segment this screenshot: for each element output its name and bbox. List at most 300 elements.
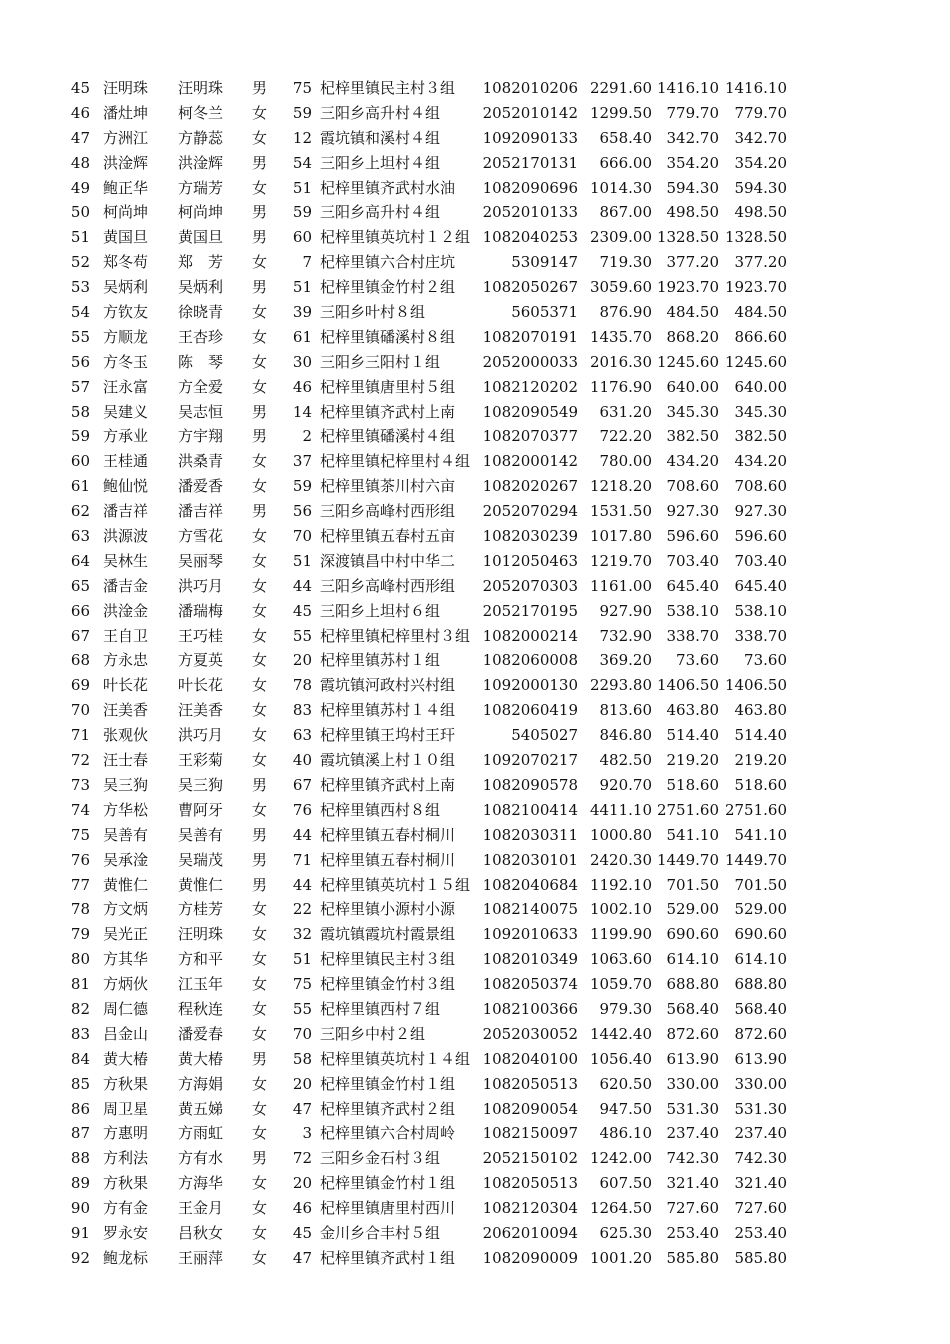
amount-3: 342.70 bbox=[734, 128, 787, 147]
address: 深渡镇昌中村中华二 bbox=[320, 551, 456, 570]
amount-1: 1002.10 bbox=[589, 900, 652, 919]
amount-1: 658.40 bbox=[599, 128, 652, 147]
row-index: 87 bbox=[70, 1124, 90, 1143]
age: 20 bbox=[292, 1074, 312, 1093]
household-head-name: 方秋果 bbox=[103, 1174, 149, 1193]
amount-1: 486.10 bbox=[599, 1124, 652, 1143]
address: 杞梓里镇齐武村２组 bbox=[320, 1099, 456, 1118]
age: 71 bbox=[292, 850, 312, 869]
amount-2: 1406.50 bbox=[656, 676, 719, 695]
account-number: 1092090133 bbox=[482, 128, 578, 147]
address: 杞梓里镇杞梓里村３组 bbox=[320, 626, 471, 645]
row-index: 91 bbox=[70, 1223, 90, 1242]
recipient-name: 方海娟 bbox=[178, 1074, 224, 1093]
table-row bbox=[0, 474, 950, 499]
row-index: 78 bbox=[70, 900, 90, 919]
gender: 女 bbox=[252, 1024, 268, 1043]
household-head-name: 方洲江 bbox=[103, 128, 149, 147]
gender: 女 bbox=[252, 327, 268, 346]
row-index: 90 bbox=[70, 1199, 90, 1218]
amount-3: 253.40 bbox=[734, 1223, 787, 1242]
gender: 男 bbox=[252, 153, 268, 172]
account-number: 5405027 bbox=[511, 726, 578, 745]
table-row bbox=[0, 225, 950, 250]
gender: 女 bbox=[252, 726, 268, 745]
age: 39 bbox=[292, 303, 312, 322]
amount-1: 2016.30 bbox=[589, 352, 652, 371]
row-index: 55 bbox=[70, 327, 90, 346]
gender: 女 bbox=[252, 676, 268, 695]
recipient-name: 柯尚坤 bbox=[178, 203, 224, 222]
recipient-name: 陈 琴 bbox=[178, 352, 224, 371]
recipient-name: 黄国旦 bbox=[178, 228, 224, 247]
amount-2: 330.00 bbox=[666, 1074, 719, 1093]
gender: 男 bbox=[252, 875, 268, 894]
table-row bbox=[0, 599, 950, 624]
amount-3: 866.60 bbox=[734, 327, 787, 346]
household-head-name: 方利法 bbox=[103, 1149, 149, 1168]
amount-3: 219.20 bbox=[734, 751, 787, 770]
recipient-name: 汪明珠 bbox=[178, 79, 224, 97]
account-number: 1082050513 bbox=[482, 1074, 578, 1093]
household-head-name: 方有金 bbox=[103, 1199, 149, 1218]
amount-3: 498.50 bbox=[734, 203, 787, 222]
account-number: 5605371 bbox=[511, 303, 578, 322]
amount-2: 2751.60 bbox=[656, 800, 719, 819]
address: 杞梓里镇六合村庄坑 bbox=[320, 253, 456, 272]
gender: 女 bbox=[252, 1174, 268, 1193]
table-row bbox=[0, 972, 950, 997]
household-head-name: 鲍正华 bbox=[103, 178, 149, 197]
amount-2: 518.60 bbox=[666, 775, 719, 794]
amount-3: 354.20 bbox=[734, 153, 787, 172]
age: 51 bbox=[292, 278, 312, 297]
gender: 女 bbox=[252, 527, 268, 546]
age: 30 bbox=[292, 352, 312, 371]
amount-3: 538.10 bbox=[734, 601, 787, 620]
row-index: 52 bbox=[70, 253, 90, 272]
account-number: 2052070303 bbox=[482, 576, 578, 595]
age: 63 bbox=[292, 726, 312, 745]
amount-2: 354.20 bbox=[666, 153, 719, 172]
address: 杞梓里镇齐武村１组 bbox=[320, 1248, 456, 1267]
row-index: 68 bbox=[70, 651, 90, 670]
household-head-name: 王桂通 bbox=[103, 452, 149, 471]
address: 杞梓里镇唐里村５组 bbox=[320, 377, 456, 396]
address: 霞坑镇溪上村１０组 bbox=[320, 751, 456, 770]
amount-3: 927.30 bbox=[734, 502, 787, 521]
age: 45 bbox=[292, 1223, 312, 1242]
row-index: 48 bbox=[70, 153, 90, 172]
row-index: 74 bbox=[70, 800, 90, 819]
recipient-name: 王杏珍 bbox=[178, 327, 224, 346]
age: 45 bbox=[292, 601, 312, 620]
recipient-name: 江玉年 bbox=[178, 975, 224, 994]
gender: 男 bbox=[252, 1049, 268, 1068]
table-row bbox=[0, 848, 950, 873]
gender: 男 bbox=[252, 79, 268, 97]
gender: 男 bbox=[252, 203, 268, 222]
age: 56 bbox=[292, 502, 312, 521]
address: 杞梓里镇齐武村水油 bbox=[320, 178, 456, 197]
address: 杞梓里镇民主村３组 bbox=[320, 950, 456, 969]
address: 三阳乡上坦村４组 bbox=[320, 153, 441, 172]
recipient-name: 郑 芳 bbox=[178, 253, 224, 272]
amount-1: 1017.80 bbox=[589, 527, 652, 546]
address: 杞梓里镇金竹村１组 bbox=[320, 1174, 456, 1193]
age: 46 bbox=[292, 1199, 312, 1218]
gender: 男 bbox=[252, 502, 268, 521]
amount-3: 541.10 bbox=[734, 825, 787, 844]
recipient-name: 方海华 bbox=[178, 1174, 224, 1193]
amount-2: 640.00 bbox=[666, 377, 719, 396]
age: 51 bbox=[292, 950, 312, 969]
row-index: 70 bbox=[70, 701, 90, 720]
account-number: 1082060008 bbox=[482, 651, 578, 670]
account-number: 1082000142 bbox=[482, 452, 578, 471]
amount-1: 482.50 bbox=[599, 751, 652, 770]
address: 杞梓里镇杞梓里村４组 bbox=[320, 452, 471, 471]
household-head-name: 黄惟仁 bbox=[103, 875, 149, 894]
gender: 女 bbox=[252, 1124, 268, 1143]
age: 51 bbox=[292, 178, 312, 197]
gender: 男 bbox=[252, 850, 268, 869]
recipient-name: 方夏英 bbox=[178, 651, 224, 670]
household-head-name: 吴光正 bbox=[103, 925, 149, 944]
household-head-name: 鲍龙标 bbox=[103, 1248, 149, 1267]
row-index: 79 bbox=[70, 925, 90, 944]
row-index: 61 bbox=[70, 477, 90, 496]
amount-2: 338.70 bbox=[666, 626, 719, 645]
recipient-name: 汪美香 bbox=[178, 701, 224, 720]
amount-1: 3059.60 bbox=[589, 278, 652, 297]
amount-2: 701.50 bbox=[666, 875, 719, 894]
table-row bbox=[0, 922, 950, 947]
address: 杞梓里镇西村７组 bbox=[320, 999, 441, 1018]
amount-1: 1161.00 bbox=[589, 576, 652, 595]
gender: 女 bbox=[252, 701, 268, 720]
amount-1: 1219.70 bbox=[589, 551, 652, 570]
gender: 女 bbox=[252, 551, 268, 570]
table-row bbox=[0, 1196, 950, 1221]
amount-2: 613.90 bbox=[666, 1049, 719, 1068]
row-index: 76 bbox=[70, 850, 90, 869]
table-row bbox=[0, 997, 950, 1022]
address: 杞梓里镇金竹村３组 bbox=[320, 975, 456, 994]
amount-2: 742.30 bbox=[666, 1149, 719, 1168]
account-number: 1082060419 bbox=[482, 701, 578, 720]
household-head-name: 方永忠 bbox=[103, 651, 149, 670]
row-index: 92 bbox=[70, 1248, 90, 1267]
amount-2: 1923.70 bbox=[656, 278, 719, 297]
amount-3: 345.30 bbox=[734, 402, 787, 421]
row-index: 45 bbox=[70, 79, 90, 97]
amount-3: 594.30 bbox=[734, 178, 787, 197]
amount-3: 727.60 bbox=[734, 1199, 787, 1218]
row-index: 77 bbox=[70, 875, 90, 894]
gender: 女 bbox=[252, 651, 268, 670]
amount-1: 1264.50 bbox=[589, 1199, 652, 1218]
address: 杞梓里镇英坑村１２组 bbox=[320, 228, 471, 247]
address: 杞梓里镇金竹村１组 bbox=[320, 1074, 456, 1093]
account-number: 2052030052 bbox=[482, 1024, 578, 1043]
gender: 女 bbox=[252, 1199, 268, 1218]
amount-2: 585.80 bbox=[666, 1248, 719, 1267]
table-row bbox=[0, 673, 950, 698]
gender: 女 bbox=[252, 1074, 268, 1093]
address: 三阳乡高峰村西形组 bbox=[320, 502, 456, 521]
amount-1: 722.20 bbox=[599, 427, 652, 446]
amount-2: 594.30 bbox=[666, 178, 719, 197]
household-head-name: 吴建义 bbox=[103, 402, 149, 421]
gender: 女 bbox=[252, 128, 268, 147]
table-row bbox=[0, 1246, 950, 1271]
recipient-name: 方桂芳 bbox=[178, 900, 224, 919]
age: 22 bbox=[292, 900, 312, 919]
amount-1: 625.30 bbox=[599, 1223, 652, 1242]
account-number: 1082040684 bbox=[482, 875, 578, 894]
recipient-name: 洪桑青 bbox=[178, 452, 224, 471]
table-row bbox=[0, 449, 950, 474]
amount-2: 568.40 bbox=[666, 999, 719, 1018]
age: 70 bbox=[292, 527, 312, 546]
gender: 女 bbox=[252, 178, 268, 197]
amount-1: 927.90 bbox=[599, 601, 652, 620]
amount-3: 529.00 bbox=[734, 900, 787, 919]
account-number: 1082140075 bbox=[482, 900, 578, 919]
row-index: 67 bbox=[70, 626, 90, 645]
table-row bbox=[0, 524, 950, 549]
row-index: 65 bbox=[70, 576, 90, 595]
table-row bbox=[0, 773, 950, 798]
age: 83 bbox=[292, 701, 312, 720]
amount-2: 529.00 bbox=[666, 900, 719, 919]
address: 金川乡合丰村５组 bbox=[320, 1223, 441, 1242]
recipient-name: 吴瑞茂 bbox=[178, 850, 224, 869]
household-head-name: 方文炳 bbox=[103, 900, 149, 919]
gender: 女 bbox=[252, 352, 268, 371]
row-index: 60 bbox=[70, 452, 90, 471]
age: 72 bbox=[292, 1149, 312, 1168]
household-head-name: 潘吉金 bbox=[103, 576, 149, 595]
amount-3: 872.60 bbox=[734, 1024, 787, 1043]
gender: 女 bbox=[252, 601, 268, 620]
row-index: 63 bbox=[70, 527, 90, 546]
household-head-name: 汪永富 bbox=[103, 377, 149, 396]
amount-1: 666.00 bbox=[599, 153, 652, 172]
table-row bbox=[0, 823, 950, 848]
recipient-name: 吴三狗 bbox=[178, 775, 224, 794]
address: 杞梓里镇苏村１组 bbox=[320, 651, 441, 670]
address: 三阳乡高峰村西形组 bbox=[320, 576, 456, 595]
amount-3: 463.80 bbox=[734, 701, 787, 720]
gender: 女 bbox=[252, 975, 268, 994]
amount-3: 613.90 bbox=[734, 1049, 787, 1068]
household-head-name: 鲍仙悦 bbox=[103, 477, 149, 496]
household-head-name: 潘灶坤 bbox=[103, 103, 149, 122]
amount-2: 342.70 bbox=[666, 128, 719, 147]
account-number: 2052170195 bbox=[482, 601, 578, 620]
amount-1: 780.00 bbox=[599, 452, 652, 471]
address: 杞梓里镇五春村五亩 bbox=[320, 527, 456, 546]
row-index: 84 bbox=[70, 1049, 90, 1068]
recipient-name: 黄大椿 bbox=[178, 1049, 224, 1068]
recipient-name: 潘爱春 bbox=[178, 1024, 224, 1043]
amount-3: 434.20 bbox=[734, 452, 787, 471]
amount-3: 330.00 bbox=[734, 1074, 787, 1093]
recipient-name: 程秋连 bbox=[178, 999, 224, 1018]
recipient-name: 王金月 bbox=[178, 1199, 224, 1218]
table-row bbox=[0, 499, 950, 524]
gender: 女 bbox=[252, 377, 268, 396]
address: 杞梓里镇齐武村上南 bbox=[320, 775, 456, 794]
amount-2: 645.40 bbox=[666, 576, 719, 595]
amount-1: 947.50 bbox=[599, 1099, 652, 1118]
account-number: 1082030239 bbox=[482, 527, 578, 546]
amount-1: 2293.80 bbox=[589, 676, 652, 695]
amount-3: 614.10 bbox=[734, 950, 787, 969]
recipient-name: 吴炳利 bbox=[178, 278, 224, 297]
account-number: 1082050513 bbox=[482, 1174, 578, 1193]
amount-2: 321.40 bbox=[666, 1174, 719, 1193]
table-row bbox=[0, 300, 950, 325]
household-head-name: 方钦友 bbox=[103, 303, 149, 322]
table-row bbox=[0, 1221, 950, 1246]
recipient-name: 王巧桂 bbox=[178, 626, 224, 645]
gender: 男 bbox=[252, 1149, 268, 1168]
household-head-name: 张观伙 bbox=[103, 726, 149, 745]
amount-2: 219.20 bbox=[666, 751, 719, 770]
amount-2: 868.20 bbox=[666, 327, 719, 346]
recipient-name: 王彩菊 bbox=[178, 751, 224, 770]
gender: 女 bbox=[252, 1099, 268, 1118]
table-row bbox=[0, 424, 950, 449]
household-head-name: 洪淦金 bbox=[103, 601, 149, 620]
amount-1: 4411.10 bbox=[589, 800, 652, 819]
amount-2: 708.60 bbox=[666, 477, 719, 496]
age: 44 bbox=[292, 576, 312, 595]
table-row bbox=[0, 897, 950, 922]
amount-3: 1406.50 bbox=[724, 676, 787, 695]
amount-2: 253.40 bbox=[666, 1223, 719, 1242]
row-index: 51 bbox=[70, 228, 90, 247]
account-number: 2052000033 bbox=[482, 352, 578, 371]
account-number: 1082090696 bbox=[482, 178, 578, 197]
address: 杞梓里镇磻溪村８组 bbox=[320, 327, 456, 346]
amount-2: 538.10 bbox=[666, 601, 719, 620]
amount-1: 1299.50 bbox=[589, 103, 652, 122]
amount-1: 1000.80 bbox=[589, 825, 652, 844]
recipient-name: 洪巧月 bbox=[178, 576, 224, 595]
table-row bbox=[0, 574, 950, 599]
table-row bbox=[0, 549, 950, 574]
gender: 女 bbox=[252, 253, 268, 272]
amount-1: 846.80 bbox=[599, 726, 652, 745]
account-number: 1082030311 bbox=[482, 825, 578, 844]
amount-1: 1242.00 bbox=[589, 1149, 652, 1168]
recipient-name: 方瑞芳 bbox=[178, 178, 224, 197]
amount-3: 645.40 bbox=[734, 576, 787, 595]
account-number: 5309147 bbox=[511, 253, 578, 272]
table-row bbox=[0, 1121, 950, 1146]
age: 75 bbox=[292, 79, 312, 97]
account-number: 1092070217 bbox=[482, 751, 578, 770]
age: 67 bbox=[292, 775, 312, 794]
address: 霞坑镇河政村兴村组 bbox=[320, 676, 456, 695]
table-row bbox=[0, 698, 950, 723]
account-number: 1012050463 bbox=[482, 551, 578, 570]
household-head-name: 方其华 bbox=[103, 950, 149, 969]
amount-1: 1059.70 bbox=[589, 975, 652, 994]
amount-3: 703.40 bbox=[734, 551, 787, 570]
table-row bbox=[0, 200, 950, 225]
account-number: 1082010349 bbox=[482, 950, 578, 969]
amount-3: 1923.70 bbox=[724, 278, 787, 297]
row-index: 73 bbox=[70, 775, 90, 794]
household-head-name: 周仁德 bbox=[103, 999, 149, 1018]
amount-1: 607.50 bbox=[599, 1174, 652, 1193]
recipient-name: 徐晓青 bbox=[178, 303, 224, 322]
table-row bbox=[0, 624, 950, 649]
amount-2: 73.60 bbox=[676, 651, 719, 670]
recipient-name: 洪巧月 bbox=[178, 726, 224, 745]
address: 杞梓里镇磻溪村４组 bbox=[320, 427, 456, 446]
address: 杞梓里镇英坑村１４组 bbox=[320, 1049, 471, 1068]
row-index: 75 bbox=[70, 825, 90, 844]
table-row bbox=[0, 1047, 950, 1072]
amount-3: 1328.50 bbox=[724, 228, 787, 247]
amount-3: 640.00 bbox=[734, 377, 787, 396]
gender: 女 bbox=[252, 800, 268, 819]
gender: 男 bbox=[252, 775, 268, 794]
amount-3: 690.60 bbox=[734, 925, 787, 944]
amount-2: 927.30 bbox=[666, 502, 719, 521]
address: 杞梓里镇苏村１４组 bbox=[320, 701, 456, 720]
gender: 女 bbox=[252, 950, 268, 969]
address: 杞梓里镇金竹村２组 bbox=[320, 278, 456, 297]
amount-3: 742.30 bbox=[734, 1149, 787, 1168]
address: 三阳乡高升村４组 bbox=[320, 203, 441, 222]
row-index: 49 bbox=[70, 178, 90, 197]
amount-2: 688.80 bbox=[666, 975, 719, 994]
gender: 女 bbox=[252, 477, 268, 496]
household-head-name: 潘吉祥 bbox=[103, 502, 149, 521]
table-row bbox=[0, 126, 950, 151]
age: 59 bbox=[292, 203, 312, 222]
amount-3: 321.40 bbox=[734, 1174, 787, 1193]
account-number: 1082030101 bbox=[482, 850, 578, 869]
amount-2: 377.20 bbox=[666, 253, 719, 272]
account-number: 2052150102 bbox=[482, 1149, 578, 1168]
age: 44 bbox=[292, 825, 312, 844]
amount-1: 1001.20 bbox=[589, 1248, 652, 1267]
household-head-name: 方炳伙 bbox=[103, 975, 149, 994]
address: 三阳乡中村２组 bbox=[320, 1024, 426, 1043]
address: 杞梓里镇六合村周岭 bbox=[320, 1124, 456, 1143]
amount-1: 631.20 bbox=[599, 402, 652, 421]
household-head-name: 吴承淦 bbox=[103, 850, 149, 869]
recipient-name: 黄五娣 bbox=[178, 1099, 224, 1118]
gender: 男 bbox=[252, 825, 268, 844]
recipient-name: 汪明珠 bbox=[178, 925, 224, 944]
age: 51 bbox=[292, 551, 312, 570]
amount-1: 2420.30 bbox=[589, 850, 652, 869]
amount-2: 463.80 bbox=[666, 701, 719, 720]
amount-2: 614.10 bbox=[666, 950, 719, 969]
row-index: 59 bbox=[70, 427, 90, 446]
age: 14 bbox=[292, 402, 312, 421]
row-index: 56 bbox=[70, 352, 90, 371]
